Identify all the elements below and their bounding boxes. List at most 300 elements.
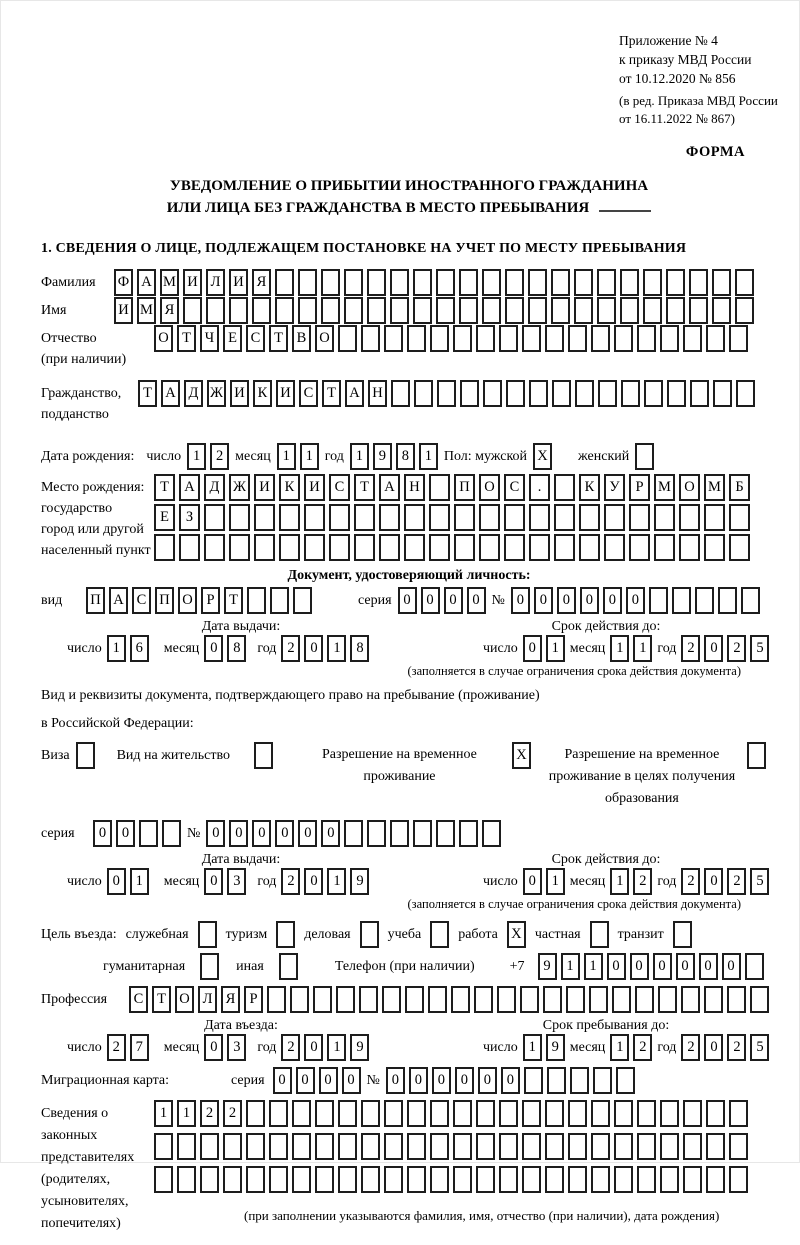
form-cell[interactable] (200, 1166, 219, 1193)
form-cell[interactable]: X (512, 742, 531, 769)
form-cell[interactable] (704, 534, 725, 561)
form-cell[interactable] (76, 742, 95, 769)
form-cell[interactable] (660, 1100, 679, 1127)
form-cell[interactable] (407, 1100, 426, 1127)
form-cell[interactable]: 2 (223, 1100, 242, 1127)
form-cell[interactable] (177, 1166, 196, 1193)
form-cell[interactable]: А (161, 380, 180, 407)
form-cell[interactable] (139, 820, 158, 847)
form-cell[interactable] (712, 269, 731, 296)
form-cell[interactable] (568, 1166, 587, 1193)
form-cell[interactable] (360, 921, 379, 948)
form-cell[interactable]: Я (160, 297, 179, 324)
form-cell[interactable]: Ф (114, 269, 133, 296)
form-cell[interactable]: 9 (373, 443, 392, 470)
form-cell[interactable]: X (507, 921, 526, 948)
form-cell[interactable]: 0 (206, 820, 225, 847)
form-cell[interactable] (276, 921, 295, 948)
form-cell[interactable]: 9 (546, 1034, 565, 1061)
form-cell[interactable] (660, 325, 679, 352)
form-cell[interactable] (482, 297, 501, 324)
form-cell[interactable] (644, 380, 663, 407)
form-cell[interactable]: 3 (227, 868, 246, 895)
form-cell[interactable] (616, 1067, 635, 1094)
form-cell[interactable] (704, 986, 723, 1013)
form-cell[interactable] (269, 1166, 288, 1193)
form-cell[interactable]: 1 (633, 635, 652, 662)
form-cell[interactable] (683, 1100, 702, 1127)
form-cell[interactable] (554, 474, 575, 501)
form-cell[interactable] (614, 1133, 633, 1160)
form-cell[interactable]: Д (204, 474, 225, 501)
form-cell[interactable] (354, 534, 375, 561)
form-cell[interactable] (436, 269, 455, 296)
form-cell[interactable] (304, 504, 325, 531)
form-cell[interactable]: 1 (419, 443, 438, 470)
form-cell[interactable] (361, 1100, 380, 1127)
form-cell[interactable] (522, 325, 541, 352)
form-cell[interactable]: 5 (750, 868, 769, 895)
form-cell[interactable]: Т (152, 986, 171, 1013)
form-cell[interactable]: В (292, 325, 311, 352)
form-cell[interactable] (183, 297, 202, 324)
form-cell[interactable] (298, 297, 317, 324)
form-cell[interactable]: П (155, 587, 174, 614)
form-cell[interactable]: 1 (610, 1034, 629, 1061)
form-cell[interactable] (483, 380, 502, 407)
form-cell[interactable] (706, 1133, 725, 1160)
form-cell[interactable]: А (379, 474, 400, 501)
form-cell[interactable]: 6 (130, 635, 149, 662)
form-cell[interactable] (246, 1166, 265, 1193)
form-cell[interactable] (359, 986, 378, 1013)
form-cell[interactable] (162, 820, 181, 847)
form-cell[interactable]: Ж (229, 474, 250, 501)
form-cell[interactable]: 0 (398, 587, 417, 614)
form-cell[interactable] (683, 1133, 702, 1160)
form-cell[interactable] (279, 504, 300, 531)
form-cell[interactable]: 2 (727, 868, 746, 895)
form-cell[interactable] (712, 297, 731, 324)
form-cell[interactable]: 1 (154, 1100, 173, 1127)
form-cell[interactable] (499, 1166, 518, 1193)
form-cell[interactable]: 0 (653, 953, 672, 980)
form-cell[interactable] (200, 953, 219, 980)
form-cell[interactable] (551, 269, 570, 296)
form-cell[interactable] (354, 504, 375, 531)
form-cell[interactable] (597, 269, 616, 296)
form-cell[interactable]: М (654, 474, 675, 501)
form-cell[interactable]: Т (322, 380, 341, 407)
form-cell[interactable] (568, 1133, 587, 1160)
form-cell[interactable] (246, 1100, 265, 1127)
form-cell[interactable] (407, 1133, 426, 1160)
form-cell[interactable] (524, 1067, 543, 1094)
form-cell[interactable] (482, 820, 501, 847)
form-cell[interactable] (729, 1100, 748, 1127)
form-cell[interactable] (338, 325, 357, 352)
form-cell[interactable]: 1 (327, 1034, 346, 1061)
form-cell[interactable]: 9 (538, 953, 557, 980)
form-cell[interactable] (338, 1166, 357, 1193)
form-cell[interactable] (658, 986, 677, 1013)
form-cell[interactable]: 5 (750, 635, 769, 662)
form-cell[interactable]: 1 (277, 443, 296, 470)
form-cell[interactable]: 0 (630, 953, 649, 980)
form-cell[interactable]: 0 (534, 587, 553, 614)
form-cell[interactable]: X (533, 443, 552, 470)
form-cell[interactable] (713, 380, 732, 407)
form-cell[interactable] (543, 986, 562, 1013)
form-cell[interactable]: 0 (321, 820, 340, 847)
form-cell[interactable]: Р (201, 587, 220, 614)
form-cell[interactable] (252, 297, 271, 324)
form-cell[interactable] (407, 325, 426, 352)
form-cell[interactable] (545, 325, 564, 352)
form-cell[interactable]: 0 (93, 820, 112, 847)
form-cell[interactable] (428, 986, 447, 1013)
form-cell[interactable]: 9 (350, 1034, 369, 1061)
form-cell[interactable] (269, 1133, 288, 1160)
form-cell[interactable] (304, 534, 325, 561)
form-cell[interactable]: 1 (561, 953, 580, 980)
form-cell[interactable] (206, 297, 225, 324)
form-cell[interactable] (204, 504, 225, 531)
form-cell[interactable]: 2 (107, 1034, 126, 1061)
form-cell[interactable] (689, 269, 708, 296)
form-cell[interactable] (321, 297, 340, 324)
form-cell[interactable] (254, 742, 273, 769)
form-cell[interactable] (223, 1166, 242, 1193)
form-cell[interactable] (479, 534, 500, 561)
form-cell[interactable] (629, 534, 650, 561)
form-cell[interactable] (379, 534, 400, 561)
form-cell[interactable]: 2 (633, 868, 652, 895)
form-cell[interactable] (429, 534, 450, 561)
form-cell[interactable]: 1 (327, 635, 346, 662)
form-cell[interactable]: С (246, 325, 265, 352)
form-cell[interactable] (579, 504, 600, 531)
form-cell[interactable] (384, 1133, 403, 1160)
form-cell[interactable]: С (132, 587, 151, 614)
form-cell[interactable] (706, 1100, 725, 1127)
form-cell[interactable] (729, 1133, 748, 1160)
form-cell[interactable] (620, 297, 639, 324)
form-cell[interactable] (292, 1133, 311, 1160)
form-cell[interactable] (545, 1133, 564, 1160)
form-cell[interactable] (474, 986, 493, 1013)
form-cell[interactable] (154, 534, 175, 561)
form-cell[interactable] (292, 1166, 311, 1193)
form-cell[interactable] (479, 504, 500, 531)
form-cell[interactable]: 0 (304, 868, 323, 895)
form-cell[interactable] (177, 1133, 196, 1160)
form-cell[interactable]: 0 (298, 820, 317, 847)
form-cell[interactable]: С (329, 474, 350, 501)
form-cell[interactable]: 2 (200, 1100, 219, 1127)
form-cell[interactable]: 0 (386, 1067, 405, 1094)
form-cell[interactable] (545, 1100, 564, 1127)
form-cell[interactable] (695, 587, 714, 614)
form-cell[interactable]: 0 (319, 1067, 338, 1094)
form-cell[interactable] (460, 380, 479, 407)
form-cell[interactable]: 2 (210, 443, 229, 470)
form-cell[interactable] (390, 297, 409, 324)
form-cell[interactable]: 3 (227, 1034, 246, 1061)
form-cell[interactable] (384, 1100, 403, 1127)
form-cell[interactable] (414, 380, 433, 407)
form-cell[interactable]: 0 (204, 635, 223, 662)
form-cell[interactable]: О (679, 474, 700, 501)
form-cell[interactable]: 0 (204, 868, 223, 895)
form-cell[interactable] (430, 325, 449, 352)
form-cell[interactable]: 8 (350, 635, 369, 662)
form-cell[interactable] (672, 587, 691, 614)
form-cell[interactable]: 0 (523, 635, 542, 662)
form-cell[interactable] (574, 269, 593, 296)
form-cell[interactable] (591, 1133, 610, 1160)
form-cell[interactable] (279, 534, 300, 561)
form-cell[interactable]: 0 (511, 587, 530, 614)
form-cell[interactable] (520, 986, 539, 1013)
form-cell[interactable]: 0 (304, 635, 323, 662)
form-cell[interactable]: 0 (107, 868, 126, 895)
form-cell[interactable]: 0 (603, 587, 622, 614)
form-cell[interactable]: 0 (229, 820, 248, 847)
form-cell[interactable] (597, 297, 616, 324)
form-cell[interactable]: 0 (421, 587, 440, 614)
form-cell[interactable] (315, 1133, 334, 1160)
form-cell[interactable] (528, 297, 547, 324)
form-cell[interactable] (504, 504, 525, 531)
form-cell[interactable] (643, 269, 662, 296)
form-cell[interactable] (275, 297, 294, 324)
form-cell[interactable] (390, 269, 409, 296)
form-cell[interactable] (506, 380, 525, 407)
form-cell[interactable]: П (454, 474, 475, 501)
form-cell[interactable]: 1 (546, 635, 565, 662)
form-cell[interactable]: 0 (342, 1067, 361, 1094)
form-cell[interactable]: С (299, 380, 318, 407)
form-cell[interactable] (361, 1133, 380, 1160)
form-cell[interactable] (436, 297, 455, 324)
form-cell[interactable] (391, 380, 410, 407)
form-cell[interactable]: Т (354, 474, 375, 501)
form-cell[interactable] (499, 1100, 518, 1127)
form-cell[interactable] (575, 380, 594, 407)
form-cell[interactable]: Л (206, 269, 225, 296)
form-cell[interactable]: 1 (610, 868, 629, 895)
form-cell[interactable] (590, 921, 609, 948)
form-cell[interactable] (413, 297, 432, 324)
form-cell[interactable] (683, 1166, 702, 1193)
form-cell[interactable] (336, 986, 355, 1013)
form-cell[interactable]: О (154, 325, 173, 352)
form-cell[interactable] (522, 1133, 541, 1160)
form-cell[interactable]: 0 (699, 953, 718, 980)
form-cell[interactable]: 0 (116, 820, 135, 847)
form-cell[interactable] (529, 534, 550, 561)
form-cell[interactable]: Т (154, 474, 175, 501)
form-cell[interactable] (384, 325, 403, 352)
form-cell[interactable]: О (479, 474, 500, 501)
form-cell[interactable]: Т (224, 587, 243, 614)
form-cell[interactable]: И (114, 297, 133, 324)
form-cell[interactable] (729, 325, 748, 352)
form-cell[interactable]: 0 (204, 1034, 223, 1061)
form-cell[interactable]: С (504, 474, 525, 501)
form-cell[interactable]: И (304, 474, 325, 501)
form-cell[interactable] (292, 1100, 311, 1127)
form-cell[interactable]: Ж (207, 380, 226, 407)
form-cell[interactable] (505, 269, 524, 296)
form-cell[interactable] (660, 1133, 679, 1160)
form-cell[interactable]: О (175, 986, 194, 1013)
form-cell[interactable] (679, 504, 700, 531)
form-cell[interactable]: 0 (676, 953, 695, 980)
form-cell[interactable] (476, 1133, 495, 1160)
form-cell[interactable] (591, 1100, 610, 1127)
form-cell[interactable] (154, 1133, 173, 1160)
form-cell[interactable]: 2 (681, 868, 700, 895)
form-cell[interactable]: 1 (350, 443, 369, 470)
form-cell[interactable] (329, 534, 350, 561)
form-cell[interactable] (404, 504, 425, 531)
form-cell[interactable] (459, 269, 478, 296)
form-cell[interactable] (522, 1100, 541, 1127)
form-cell[interactable] (729, 504, 750, 531)
form-cell[interactable]: Т (138, 380, 157, 407)
form-cell[interactable] (154, 1166, 173, 1193)
form-cell[interactable] (552, 380, 571, 407)
form-cell[interactable]: Б (729, 474, 750, 501)
form-cell[interactable]: М (137, 297, 156, 324)
form-cell[interactable]: 1 (610, 635, 629, 662)
form-cell[interactable] (637, 325, 656, 352)
form-cell[interactable] (229, 297, 248, 324)
form-cell[interactable]: Т (177, 325, 196, 352)
form-cell[interactable] (379, 504, 400, 531)
form-cell[interactable] (504, 534, 525, 561)
form-cell[interactable]: Л (198, 986, 217, 1013)
form-cell[interactable]: 2 (727, 635, 746, 662)
form-cell[interactable] (476, 1100, 495, 1127)
form-cell[interactable]: У (604, 474, 625, 501)
form-cell[interactable] (614, 1166, 633, 1193)
form-cell[interactable]: И (276, 380, 295, 407)
form-cell[interactable] (361, 325, 380, 352)
form-cell[interactable] (568, 325, 587, 352)
form-cell[interactable]: 1 (130, 868, 149, 895)
form-cell[interactable] (718, 587, 737, 614)
form-cell[interactable] (361, 1166, 380, 1193)
form-cell[interactable] (704, 504, 725, 531)
form-cell[interactable] (706, 325, 725, 352)
form-cell[interactable] (315, 1166, 334, 1193)
form-cell[interactable]: 0 (704, 868, 723, 895)
form-cell[interactable] (298, 269, 317, 296)
form-cell[interactable] (344, 297, 363, 324)
form-cell[interactable]: 0 (722, 953, 741, 980)
form-cell[interactable] (604, 504, 625, 531)
form-cell[interactable]: 0 (432, 1067, 451, 1094)
form-cell[interactable] (453, 1100, 472, 1127)
form-cell[interactable]: 0 (704, 1034, 723, 1061)
form-cell[interactable]: К (253, 380, 272, 407)
form-cell[interactable] (321, 269, 340, 296)
form-cell[interactable] (547, 1067, 566, 1094)
form-cell[interactable] (198, 921, 217, 948)
form-cell[interactable] (614, 1100, 633, 1127)
form-cell[interactable]: . (529, 474, 550, 501)
form-cell[interactable] (745, 953, 764, 980)
form-cell[interactable] (413, 820, 432, 847)
form-cell[interactable] (476, 325, 495, 352)
form-cell[interactable] (267, 986, 286, 1013)
form-cell[interactable] (649, 587, 668, 614)
form-cell[interactable]: 0 (557, 587, 576, 614)
form-cell[interactable]: 0 (467, 587, 486, 614)
form-cell[interactable]: 1 (584, 953, 603, 980)
form-cell[interactable] (666, 297, 685, 324)
form-cell[interactable] (429, 504, 450, 531)
form-cell[interactable]: 0 (444, 587, 463, 614)
form-cell[interactable] (505, 297, 524, 324)
form-cell[interactable] (204, 534, 225, 561)
form-cell[interactable] (545, 1166, 564, 1193)
form-cell[interactable] (329, 504, 350, 531)
form-cell[interactable] (451, 986, 470, 1013)
form-cell[interactable] (660, 1166, 679, 1193)
form-cell[interactable] (254, 504, 275, 531)
form-cell[interactable] (591, 325, 610, 352)
form-cell[interactable]: Р (244, 986, 263, 1013)
form-cell[interactable] (453, 1133, 472, 1160)
form-cell[interactable]: Н (404, 474, 425, 501)
form-cell[interactable]: О (315, 325, 334, 352)
form-cell[interactable] (437, 380, 456, 407)
form-cell[interactable]: 1 (300, 443, 319, 470)
form-cell[interactable] (637, 1133, 656, 1160)
form-cell[interactable] (229, 504, 250, 531)
form-cell[interactable]: И (230, 380, 249, 407)
form-cell[interactable]: К (579, 474, 600, 501)
form-cell[interactable]: 0 (478, 1067, 497, 1094)
form-cell[interactable] (629, 504, 650, 531)
form-cell[interactable] (497, 986, 516, 1013)
form-cell[interactable] (179, 534, 200, 561)
form-cell[interactable]: 0 (626, 587, 645, 614)
form-cell[interactable]: А (109, 587, 128, 614)
form-cell[interactable] (453, 1166, 472, 1193)
form-cell[interactable] (413, 269, 432, 296)
form-cell[interactable]: К (279, 474, 300, 501)
form-cell[interactable]: 0 (607, 953, 626, 980)
form-cell[interactable] (293, 587, 312, 614)
form-cell[interactable] (554, 534, 575, 561)
form-cell[interactable] (290, 986, 309, 1013)
form-cell[interactable] (499, 1133, 518, 1160)
form-cell[interactable]: 8 (396, 443, 415, 470)
form-cell[interactable]: 1 (187, 443, 206, 470)
form-cell[interactable] (315, 1100, 334, 1127)
form-cell[interactable] (654, 534, 675, 561)
form-cell[interactable]: 1 (107, 635, 126, 662)
form-cell[interactable]: 0 (304, 1034, 323, 1061)
form-cell[interactable]: 2 (633, 1034, 652, 1061)
form-cell[interactable] (229, 534, 250, 561)
form-cell[interactable] (200, 1133, 219, 1160)
